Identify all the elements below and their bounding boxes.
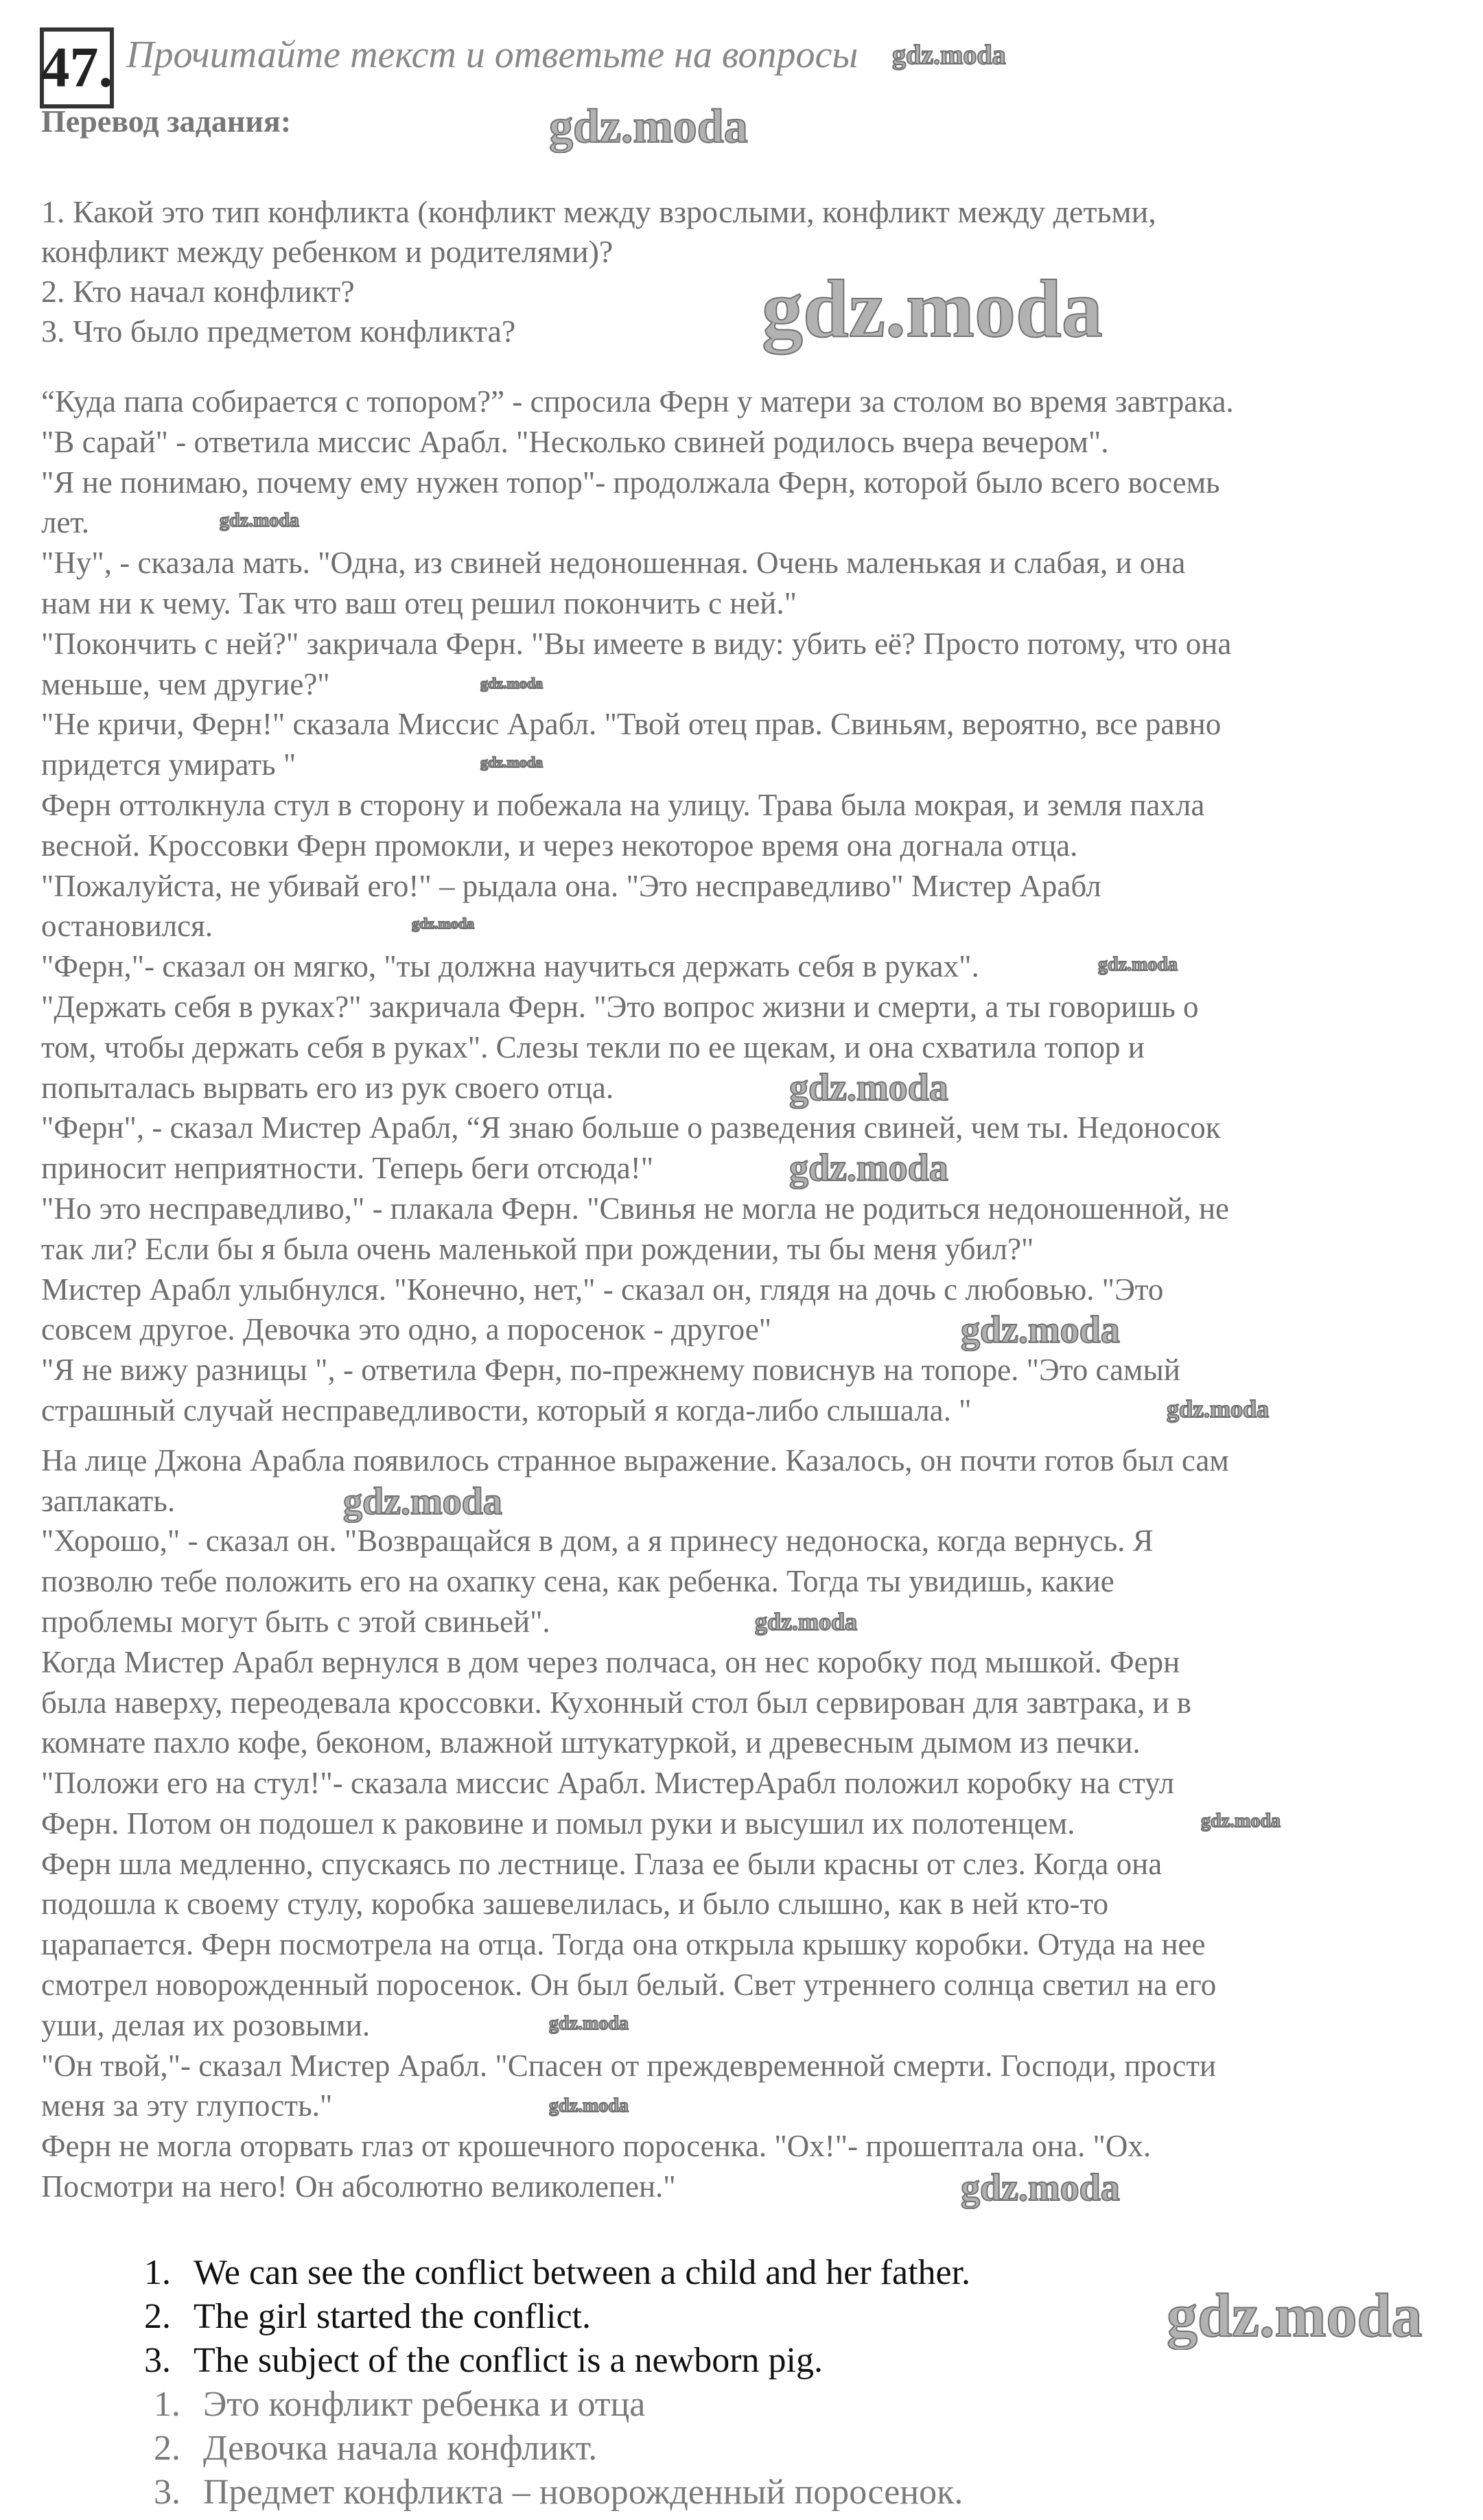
story-line: приносит неприятности. Теперь беги отсюда!" [41,1151,654,1186]
answer-ru-1 [144,2383,970,2427]
watermark: gdz.moda [220,510,299,531]
watermark: gdz.moda [549,2095,629,2116]
story-line: лет. [41,505,89,540]
story-line: "Положи его на стул!"- сказала миссис Арабл. МистерАрабл положил коробку на стул [41,1766,1175,1801]
story-line: "Держать себя в руках?" закричала Ферн. "Это вопрос жизни и смерти, а ты говоришь о [41,989,1199,1024]
story-line: так ли? Если бы я была очень маленькой при рождении, ты бы меня убил?" [41,1231,1034,1266]
watermark: gdz.moda [755,1608,858,1635]
story-line: комнате пахло кофе, беконом, влажной штукатуркой, и древесным дымом из печки. [41,1725,1141,1760]
answer-number: 3. [154,2473,180,2512]
watermark: gdz.moda [480,754,544,771]
story-line: смотрел новорожденный поросенок. Он был белый. Свет утреннего солнца светил на его [41,1968,1217,2003]
watermark: gdz.moda [892,39,1006,70]
story-line: Ферн шла медленно, спускаясь по лестнице. Глаза ее были красны от слез. Когда она [41,1846,1163,1881]
watermark: gdz.moda [1167,2282,1423,2350]
answer-en-1 [144,2251,970,2295]
answer-number: 2. [144,2297,171,2336]
story-text [41,382,1234,2207]
story-line: "Пожалуйста, не убивай его!" – рыдала она. "Это несправедливо" Мистер Арабл [41,868,1101,903]
watermark: gdz.moda [789,1147,948,1189]
story-line: уши, делая их розовыми. [41,2007,371,2042]
story-line: позволю тебе положить его на охапку сена, как ребенка. Тогда ты увидишь, какие [41,1564,1114,1599]
story-line: подошла к своему стулу, коробка зашевелилась, и было слышно, как в ней кто-то [41,1887,1109,1922]
watermark: gdz.moda [549,100,748,153]
story-line: "Покончить с ней?" закричала Ферн. "Вы имеете в виду: убить её? Просто потому, что она [41,626,1232,661]
answer-number: 1. [154,2385,180,2424]
story-line: придется умирать " [41,747,296,782]
story-line: Ферн оттолкнула стул в сторону и побежала на улицу. Трава была мокрая, и земля пахла [41,787,1205,822]
watermark: gdz.moda [343,1480,502,1523]
story-line: Мистер Арабл улыбнулся. "Конечно, нет," - сказал он, глядя на дочь с любовью. "Это [41,1272,1164,1307]
watermark: gdz.moda [1201,1810,1281,1832]
watermark: gdz.moda [412,915,475,932]
story-line: Когда Мистер Арабл вернулся в дом через полчаса, он нес коробку под мышкой. Ферн [41,1644,1180,1679]
story-line: меньше, чем другие?" [41,666,330,701]
story-line: заплакать. [41,1483,176,1518]
answer-text: The girl started the conflict. [194,2297,592,2336]
story-line: том, чтобы держать себя в руках". Слезы текли по ее щекам, и она схватила топор и [41,1029,1145,1064]
story-line: "Ну", - сказала мать. "Одна, из свиней недоношенная. Очень маленькая и слабая, и она [41,546,1186,581]
exercise-number: 47. [40,27,114,108]
question-line: 3. Что было предметом конфликта? [41,314,516,349]
watermark: gdz.moda [549,2013,629,2034]
answer-text: The subject of the conflict is a newborn pig. [194,2341,823,2380]
story-line: царапается. Ферн посмотрела на отца. Тогда она открыла крышку коробки. Отуда на нее [41,1927,1206,1962]
story-line: была наверху, переодевала кроссовки. Кухонный стол был сервирован для завтрака, и в [41,1685,1192,1720]
story-line: "Ферн", - сказал Мистер Арабл, “Я знаю больше о разведения свиней, чем ты. Недоносок [41,1110,1221,1145]
story-line: остановился. [41,909,213,944]
answer-number: 3. [144,2341,171,2380]
story-line: меня за эту глупость." [41,2088,333,2123]
story-line: "Но это несправедливо," - плакала Ферн. "Свинья не могла не родиться недоношенной, не [41,1191,1230,1226]
story-line: "Хорошо," - сказал он. "Возвращайся в дом, а я принесу недоноска, когда вернусь. Я [41,1524,1154,1559]
answers [144,2251,970,2515]
watermark: gdz.moda [1167,1395,1270,1423]
story-line: "В сарай" - ответила миссис Арабл. "Несколько свиней родилось вчера вечером". [41,424,1109,459]
answer-number: 2. [154,2429,180,2468]
question-line: конфликт между ребенком и родителями)? [41,234,614,269]
answer-ru-2 [144,2427,970,2471]
watermark: gdz.moda [762,263,1103,354]
watermark: gdz.moda [961,1309,1120,1351]
watermark: gdz.moda [1098,954,1178,975]
answer-number: 1. [144,2253,171,2292]
translation-heading: Перевод задания: [41,104,292,139]
watermark: gdz.moda [480,675,544,692]
question-line: 2. Кто начал конфликт? [41,274,355,309]
story-line: попыталась вырвать его из рук своего отца. [41,1070,614,1105]
story-line: "Я не понимаю, почему ему нужен топор"- продолжала Ферн, которой было всего восемь [41,465,1220,500]
story-line: страшный случай несправедливости, который я когда-либо слышала. " [41,1392,972,1427]
question-line: 1. Какой это тип конфликта (конфликт между взрослыми, конфликт между детьми, [41,194,1156,229]
answer-ru-3 [144,2471,970,2515]
story-line: "Он твой,"- сказал Мистер Арабл. "Спасен от преждевременной смерти. Господи, прости [41,2048,1217,2083]
story-line: нам ни к чему. Так что ваш отец решил покончить с ней." [41,585,797,620]
story-line: На лице Джона Арабла появилось странное выражение. Казалось, он почти готов был сам [41,1443,1229,1478]
story-line: совсем другое. Девочка это одно, а поросенок - другое" [41,1312,772,1347]
watermark: gdz.moda [789,1066,948,1109]
answer-text: Девочка начала конфликт. [203,2429,598,2468]
answer-text: We can see the conflict between a child and her father. [194,2253,971,2292]
story-line: Посмотри на него! Он абсолютно великолепен." [41,2169,676,2204]
story-line: проблемы могут быть с этой свиньей". [41,1604,550,1639]
exercise-instruction: Прочитайте текст и ответьте на вопросы [126,34,859,76]
watermark: gdz.moda [961,2167,1120,2209]
story-line: "Не кричи, Ферн!" сказала Миссис Арабл. "Твой отец прав. Свиньям, вероятно, все равно [41,707,1222,742]
story-line: Ферн не могла оторвать глаз от крошечного поросенка. "Ох!"- прошептала она. "Ох. [41,2129,1152,2164]
answer-text: Это конфликт ребенка и отца [203,2385,646,2424]
answer-en-2 [144,2295,970,2339]
story-line: "Ферн,"- сказал он мягко, "ты должна научиться держать себя в руках". [41,949,979,984]
story-line: "Я не вижу разницы ", - ответила Ферн, по-прежнему повиснув на топоре. "Это самый [41,1353,1180,1388]
story-line: Ферн. Потом он подошел к раковине и помыл руки и высушил их полотенцем. [41,1806,1075,1841]
story-line: “Куда папа собирается с топором?” - спросила Ферн у матери за столом во время завтрака. [41,384,1234,419]
story-line: весной. Кроссовки Ферн промокли, и через некоторое время она догнала отца. [41,828,1078,863]
answer-text: Предмет конфликта – новорожденный поросенок. [203,2473,964,2512]
answer-en-3 [144,2339,970,2383]
